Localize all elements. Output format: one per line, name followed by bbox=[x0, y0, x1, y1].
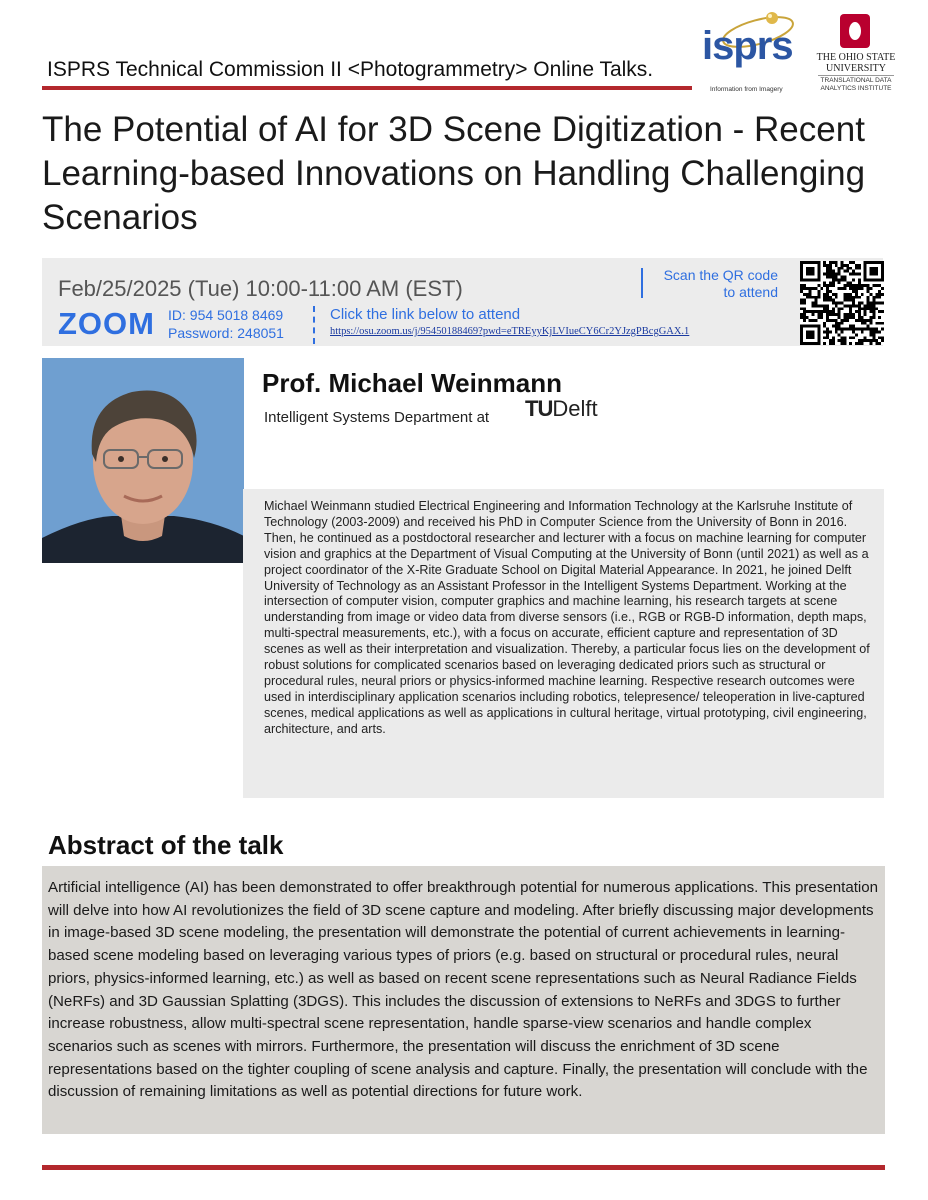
talk-title: The Potential of AI for 3D Scene Digitization - Recent Learning-based Innovations on Handling Challenging Scenarios bbox=[42, 110, 866, 237]
osu-sub-line1: TRANSLATIONAL DATA bbox=[820, 77, 892, 84]
speaker-photo bbox=[42, 358, 244, 563]
qr-instruction bbox=[650, 267, 778, 301]
speaker-name: Prof. Michael Weinmann bbox=[262, 368, 563, 398]
osu-sub-line2: ANALYTICS INSTITUTE bbox=[820, 85, 892, 92]
osu-subtitle bbox=[806, 77, 906, 93]
zoom-password: Password: 248051 bbox=[168, 325, 284, 341]
osu-name bbox=[806, 52, 906, 74]
abstract-heading: Abstract of the talk bbox=[48, 830, 284, 860]
speaker-bio: Michael Weinmann studied Electrical Engineering and Information Technology at the Karlsruhe Institute of Technology (2003-2009) and received his PhD in Computer Science from the University of Bonn in 2016. Then, he continued as a postdoctoral researcher and lecturer with a focus on machine learning for computer vision and graphics at the Department of Visual Computing at the University of Bonn (until 2021) as well as a project coordinator of the X-Rite Graduate School on Digital Material Appearance. In 2021, he joined Delft University of Technology as an Assistant Professor in the Intelligent Systems Department. Working at the intersection of computer vision, computer graphics and machine learning, his research targets at scene understanding from image or video data from diverse sensors (i.e., RGB or RGB-D information, depth maps, multi-spectral measurements, etc.), with a focus on accurate, efficient capture and representation of 3D scenes as well as their interpretation and visualization. Thereby, a particular focus lies on the development of robust solutions for complicated scenarios based on leveraging dedicated priors such as structural or procedural rules, neural priors or physics-informed machine learning. Respective research outcomes were used in interdisciplinary application scenarios including robotics, telepresence/ teleoperation in live-captured scenes, medical applications as well as applications in cultural heritage, virtual prototyping, civil engineering, architecture, and arts. bbox=[264, 499, 870, 736]
link-divider bbox=[313, 306, 315, 344]
tudelft-logo-tu: TU bbox=[525, 396, 553, 421]
osu-name-line2: UNIVERSITY bbox=[826, 63, 886, 74]
speaker-portrait-icon bbox=[42, 358, 244, 563]
meeting-date: Feb/25/2025 (Tue) 10:00-11:00 AM (EST) bbox=[58, 276, 463, 301]
zoom-meeting-link[interactable]: https://osu.zoom.us/j/95450188469?pwd=eTREyyKjLVIueCY6Cr2YJzgPBcgGAX.1 bbox=[330, 326, 690, 337]
tudelft-logo bbox=[525, 396, 598, 422]
tudelft-logo-delft: Delft bbox=[552, 396, 598, 421]
isprs-logo bbox=[700, 10, 800, 100]
qr-instruction-line1: Scan the QR code bbox=[663, 267, 778, 283]
qr-divider bbox=[641, 268, 643, 298]
link-label: Click the link below to attend bbox=[330, 306, 521, 323]
osu-block-o-icon bbox=[840, 14, 870, 48]
qr-instruction-line2: to attend bbox=[723, 284, 778, 300]
osu-name-line1: THE OHIO STATE bbox=[816, 52, 896, 63]
abstract-text: Artificial intelligence (AI) has been demonstrated to offer breakthrough potential for numerous applications. This presentation will delve into how AI revolutionizes the field of 3D scene capture and modeling. After briefly discussing major developments in image-based 3D scene modeling, the presentation will demonstrate the potential of current achievements in learning-based scene modeling based on leveraging various types of priors (e.g. based on structural or procedural rules, neural priors, physics-informed learning, etc.) as well as based on recent scene representations such as Neural Radiance Fields (NeRFs) and 3D Gaussian Splatting (3DGS). This includes the discussion of extensions to NeRFs and 3DGS to further increase robustness, allow multi-spectral scene representation, handle sparse-view scenarios and handle complex scenarios such as scenes with mirrors. Furthermore, the presentation will discuss the enrichment of 3D scene representations based on the tighter coupling of scene analysis and capture. Finally, the presentation will conclude with the discussion of remaining limitations as well as potential directions for future work. bbox=[48, 879, 879, 1101]
osu-logo bbox=[806, 14, 906, 104]
zoom-logo: ZOOM bbox=[58, 306, 155, 341]
isprs-wordmark: isprs bbox=[702, 24, 793, 68]
osu-logo-divider bbox=[818, 75, 894, 76]
footer-divider bbox=[42, 1165, 885, 1170]
speaker-department: Intelligent Systems Department at bbox=[264, 409, 490, 426]
header-divider bbox=[42, 86, 692, 90]
isprs-tagline: Information from Imagery bbox=[710, 86, 783, 93]
qr-code-icon[interactable] bbox=[800, 261, 884, 345]
series-title: ISPRS Technical Commission II <Photogrammetry> Online Talks. bbox=[47, 58, 654, 81]
zoom-meeting-id: ID: 954 5018 8469 bbox=[168, 307, 284, 323]
